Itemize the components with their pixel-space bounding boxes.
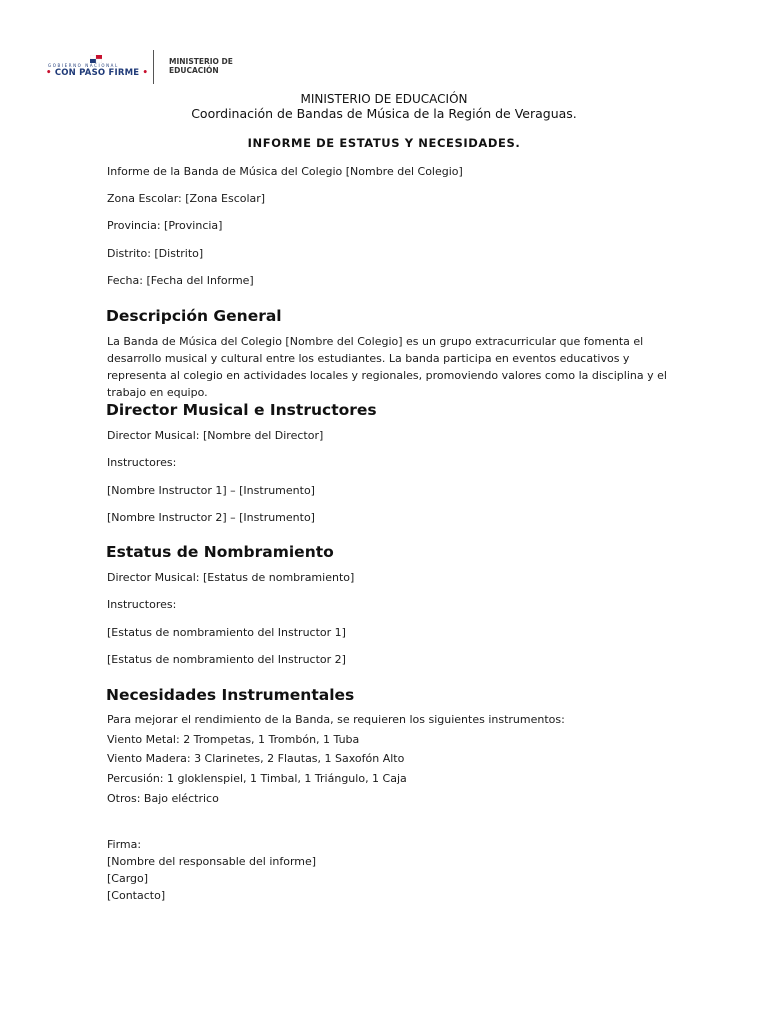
instructor-1-line: [Nombre Instructor 1] – [Instrumento] — [107, 484, 315, 497]
province-line: Provincia: [Provincia] — [107, 219, 223, 232]
director-status-line: Director Musical: [Estatus de nombramiento] — [107, 571, 355, 584]
signature-label: Firma: — [107, 838, 142, 851]
report-title: INFORME DE ESTATUS Y NECESIDADES. — [247, 136, 521, 150]
needs-others: Otros: Bajo eléctrico — [107, 792, 219, 805]
needs-intro: Para mejorar el rendimiento de la Banda, se requieren los siguientes instrumentos: — [107, 713, 565, 726]
status-instructors-label: Instructores: — [107, 598, 177, 611]
ministry-logo-line1: MINISTERIO DE — [169, 57, 233, 66]
needs-percussion: Percusión: 1 gloklenspiel, 1 Timbal, 1 Triángulo, 1 Caja — [107, 772, 407, 785]
director-section-title: Director Musical e Instructores — [106, 401, 377, 419]
zone-line: Zona Escolar: [Zona Escolar] — [107, 192, 266, 205]
instructor-1-status-line: [Estatus de nombramiento del Instructor 1] — [107, 626, 346, 639]
instructor-2-line: [Nombre Instructor 2] – [Instrumento] — [107, 511, 315, 524]
signature-contact: [Contacto] — [107, 889, 166, 902]
needs-section-title: Necesidades Instrumentales — [106, 686, 355, 704]
status-section-title: Estatus de Nombramiento — [106, 543, 334, 561]
signature-name: [Nombre del responsable del informe] — [107, 855, 317, 868]
logo-divider — [153, 50, 154, 84]
gov-slogan: CON PASO FIRME — [54, 68, 140, 78]
panama-flag-icon — [90, 55, 102, 63]
coordination-heading: Coordinación de Bandas de Música de la Región de Veraguas. — [191, 106, 577, 121]
signature-position: [Cargo] — [107, 872, 149, 885]
school-line: Informe de la Banda de Música del Colegio [Nombre del Colegio] — [107, 165, 463, 178]
district-line: Distrito: [Distrito] — [107, 247, 204, 260]
header-logo — [44, 50, 244, 86]
gov-main-text: • CON PASO FIRME • — [46, 68, 149, 78]
director-name-line: Director Musical: [Nombre del Director] — [107, 429, 324, 442]
ministry-logo-line2: EDUCACIÓN — [169, 66, 219, 75]
ministry-heading: MINISTERIO DE EDUCACIÓN — [300, 92, 468, 106]
needs-brass: Viento Metal: 2 Trompetas, 1 Trombón, 1 Tuba — [107, 733, 360, 746]
instructor-2-status-line: [Estatus de nombramiento del Instructor 2] — [107, 653, 346, 666]
general-description-title: Descripción General — [106, 307, 282, 325]
ministry-logo-text — [169, 57, 259, 75]
needs-woodwind: Viento Madera: 3 Clarinetes, 2 Flautas, 1 Saxofón Alto — [107, 752, 405, 765]
instructors-label: Instructores: — [107, 456, 177, 469]
date-line: Fecha: [Fecha del Informe] — [107, 274, 254, 287]
gov-small-text: GOBIERNO NACIONAL — [48, 63, 119, 68]
general-description-paragraph: La Banda de Música del Colegio [Nombre del Colegio] es un grupo extracurricular que fomenta el desarrollo musical y cultural entre los estudiantes. La banda participa en eventos educativos y representa al colegio en actividades locales y regionales, promoviendo valores como la disciplina y el trabajo en equipo. — [107, 335, 667, 399]
